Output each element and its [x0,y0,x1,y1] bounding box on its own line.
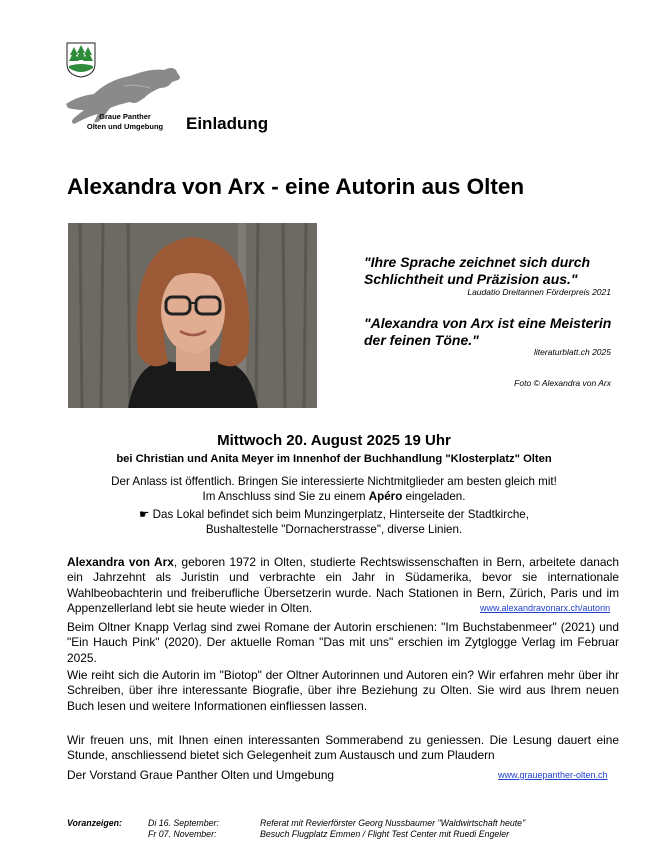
previews-label: Voranzeigen: [67,818,122,828]
quote-2: "Alexandra von Arx ist eine Meisterin der feinen Töne." [364,315,612,348]
organization-name-line1: Graue Panther [99,112,151,121]
apero-label: Apéro [368,489,403,503]
organization-website-link[interactable]: www.grauepanther-olten.ch [498,770,608,780]
quote-2-source: literaturblatt.ch 2025 [533,347,611,357]
signature: Der Vorstand Graue Panther Olten und Umgebung [67,768,335,782]
photo-credit: Foto © Alexandra von Arx [514,378,611,388]
preview-date-2: Fr 07. November: [148,829,217,839]
author-website-link[interactable]: www.alexandravonarx.ch/autorin [480,603,611,613]
quote-1: "Ihre Sprache zeichnet sich durch Schlichtheit und Präzision aus." [364,254,591,287]
author-name: Alexandra von Arx [67,555,174,569]
public-info [60,475,608,504]
location-text-1: Das Lokal befindet sich beim Munzingerplatz, Hinterseite der Stadtkirche, [152,508,529,521]
public-info-line2 [60,490,608,505]
organization-name [75,112,175,132]
event-venue: bei Christian und Anita Meyer im Innenhof der Buchhandlung "Klosterplatz" Olten [116,453,552,465]
location-line1 [60,508,608,523]
apero-post: eingeladen. [402,489,466,503]
preview-date-1: Di 16. September: [148,818,219,828]
page-title: Alexandra von Arx - eine Autorin aus Olten [67,174,525,199]
novels-paragraph: Beim Oltner Knapp Verlag sind zwei Romane der Autorin erschienen: "Im Buchstabenmeer" (2021) und "Ein Hauch Pink" (2020). Der aktuelle Roman "Das mit uns" erschien im Zytglogge Verlag im Februar 2025. [67,620,619,665]
event-date: Mittwoch 20. August 2025 19 Uhr [217,432,451,449]
location-info [60,508,608,537]
apero-pre: Im Anschluss sind Sie zu einem [202,489,369,503]
location-line2: Bushaltestelle "Dornacherstrasse", diverse Linien. [205,522,463,536]
pointing-hand-icon: ☛ [139,508,150,521]
invite-paragraph: Wir freuen uns, mit Ihnen einen interessanten Sommerabend zu geniessen. Die Lesung dauert eine Stunde, anschliessend bietet sich Gelegenheit zum Austausch und zum Plaudern [67,733,619,763]
public-info-line1: Der Anlass ist öffentlich. Bringen Sie interessierte Nichtmitglieder am besten gleich mit! [111,475,557,488]
preview-text-1: Referat mit Revierförster Georg Nussbaumer "Waldwirtschaft heute" [260,818,526,828]
author-portrait-image [68,223,317,408]
bio-text: , geboren 1972 in Olten, studierte Rechtswissenschaften in Bern, arbeitete danach ein Jahrzehnt als Juristin und verbrachte ein Jahr in Südamerika, bevor sie internationale Wahlbeobachterin und freiberufliche Übersetzerin wurde. Nach Stationen in Bern, Zürich, Paris und im Appenzellerland lebt sie heute wieder in Olten. [67,555,619,616]
invitation-heading: Einladung [186,114,269,133]
quote-1-source: Laudatio Dreitannen Förderpreis 2021 [467,287,611,297]
preview-text-2: Besuch Flugplatz Emmen / Flight Test Center mit Ruedi Engeler [260,829,510,839]
biotop-paragraph: Wie reiht sich die Autorin im "Biotop" der Oltner Autorinnen und Autoren ein? Wir erfahren mehr über ihr Schreiben, über ihre interessante Biografie, über ihre Beziehung zu Olten. Sie wird aus Ihrem neuen Buch lesen und weitere Informationen einfliessen lassen. [67,668,619,713]
organization-name-line2: Olten und Umgebung [86,122,164,131]
